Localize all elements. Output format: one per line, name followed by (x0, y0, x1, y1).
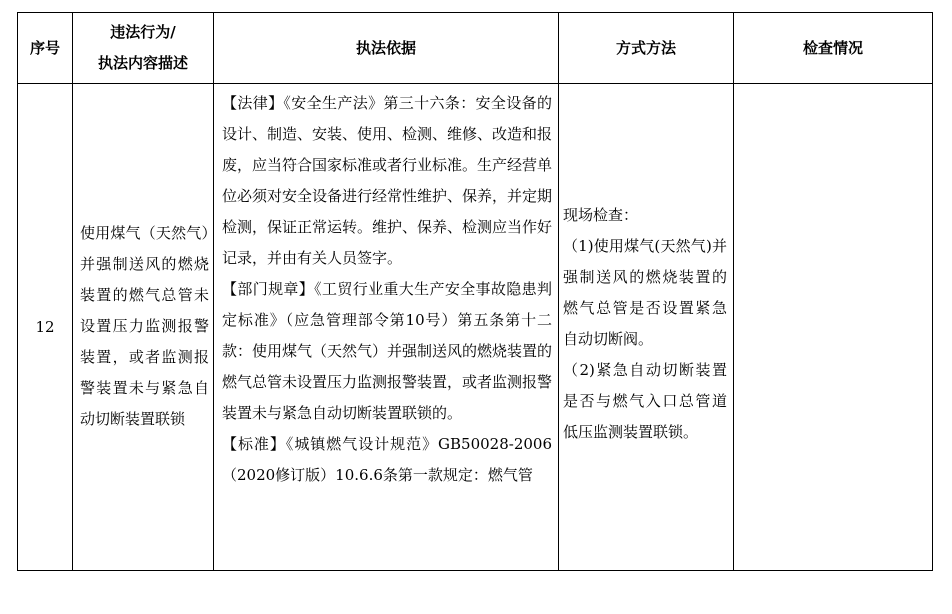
table-row (18, 84, 933, 571)
method-item-1: （1)使用煤气(天然气)并强制送风的燃烧装置的燃气总管是否设置紧急自动切断阀。 (563, 237, 727, 348)
inspection-result-cell[interactable] (734, 84, 933, 571)
basis-standard: 【标准】《城镇燃气设计规范》GB50028-2006（2020修订版）10.6.6条第一款规定：燃气管 (222, 435, 552, 484)
enforcement-basis-cell (214, 84, 559, 571)
header-row (18, 13, 933, 84)
method-item-2: （2)紧急自动切断装置是否与燃气入口总管道低压监测装置联锁。 (563, 361, 727, 441)
enforcement-basis (214, 84, 558, 491)
method-cell (559, 84, 734, 571)
header-violation: 违法行为/ 执法内容描述 (73, 13, 214, 84)
header-no: 序号 (18, 13, 73, 84)
inspection-method (559, 200, 733, 448)
row-number: 12 (18, 84, 73, 571)
header-method: 方式方法 (559, 13, 734, 84)
violation-description: 使用煤气（天然气）并强制送风的燃烧装置的燃气总管未设置压力监测报警装置，或者监测报警装置未与紧急自动切断装置联锁 (80, 223, 209, 428)
header-inspection: 检查情况 (734, 13, 933, 84)
method-intro: 现场检查： (563, 206, 639, 224)
basis-law: 【法律】《安全生产法》第三十六条：安全设备的设计、制造、安装、使用、检测、维修、改造和报废，应当符合国家标准或者行业标准。生产经营单位必须对安全设备进行经常性维护、保养，并定期检测，保证正常运转。维护、保养、检测应当作好记录，并由有关人员签字。 (222, 94, 553, 267)
basis-regulation: 【部门规章】《工贸行业重大生产安全事故隐患判定标准》（应急管理部令第10号）第五条第十二款：使用煤气（天然气）并强制送风的燃烧装置的燃气总管未设置压力监测报警装置，或者监测报警装置未与紧急自动切断装置联锁的。 (222, 280, 553, 422)
enforcement-checklist-table (17, 12, 933, 571)
violation-description-cell (73, 84, 214, 571)
header-basis: 执法依据 (214, 13, 559, 84)
